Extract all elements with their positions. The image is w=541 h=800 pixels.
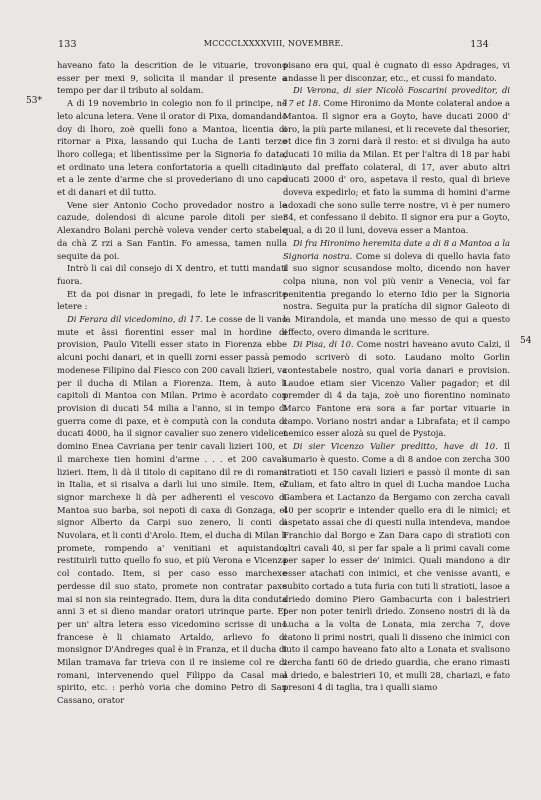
paragraph-text: Come Hironimo da Monte colateral andoe a Mantoa. Il signor era a Goyto, have ducati 2000 d' oro, la più parte milanesi, et li recevete dal thesorier, et dice fin 3 zorni darà il resto: et si divulga ha auto ducati 10 milia da Milan. Et per l'altra di 18 par habi auto dal preffato colateral, di 17, aver abuto altri ducati 2000 d' oro, aspetava il resto, qual di brieve doveva expedirlo; et fato la summa di homini d'arme adoxadi che sono sulle terre nostre, vi è per numero 34, et confessano il debito. Il signor era pur a Goyto, qual, a di 20 il luni, doveva esser a Mantoa.	[283, 98, 510, 236]
paragraph	[57, 97, 287, 199]
paragraph-text: haveano fato la descrition de le vituarie, trovono esser per mexi 9, solicita il mandar il presente a tempo per dar il tributo al soldam.	[57, 60, 287, 96]
letter-heading: Di Pisa, di 10.	[293, 339, 354, 350]
page-number-left: 133	[58, 39, 77, 50]
paragraph	[283, 84, 510, 236]
letter-heading: Di fra Hironimo heremita date a di 8 a Mantoa a la Signoria nostra.	[283, 237, 510, 261]
right-column	[283, 59, 510, 694]
paragraph-text: Intrò li cai dil consejo di X dentro, et tutti mandati fuora.	[57, 263, 287, 286]
paragraph-text: Vene sier Antonio Cocho provedador nostro a le cazude, dolendosi di alcune parole ditoli per sier Alexandro Bolani perchè voleva vender certo stabele da chà Z rzi a San Fantin. Fo amessa, tamen nulla sequite da poi.	[57, 199, 287, 261]
margin-number-left: 53*	[26, 96, 42, 106]
left-column	[57, 59, 287, 707]
paragraph-text: Et da poi disnar in pregadi, fo lete le infrascrite letere :	[57, 288, 287, 312]
margin-number-right: 54	[520, 336, 532, 346]
paragraph	[57, 262, 287, 287]
paragraph	[283, 440, 510, 694]
paragraph	[283, 59, 510, 84]
paragraph	[57, 288, 287, 313]
paragraph-text: Il sumario è questo. Come a di 8 andoe con zercha 300 stratioti et 150 cavali lizieri e passò il monte di san Zuliam, et fato altro in quel di Lucha mandoe Lucha Gambera et Lactanzo da Bergamo con zercha cavali 40 per scoprir e intender quello era di le nimici; et aspetato assai che di questi nulla intendeva, mandoe Franchio dal Borgo e Zan Dara capo di stratioti con altri cavali 40, si per far spale a li primi cavali come per saper lo esser de' inimici. Quali mandono a dir esser atachati con inimici, et che venisse avanti, e subito cortado a tuta furia con tuti li stratioti, lasoe a driedo domino Piero Gambacurta con i balestrieri per non poter tenirli driedo. Zonseno nostri di là da Lucha a la volta de Lonata, mia zercha 7, dove catono li primi nostri, quali li disseno che inimici con tuto il campo haveano fato alto a Lonata et svalisono zercha fanti 60 de driedo guardia, che erano rimasti a driedo, e balestrieri 10, et mulli 28, chariazi, e fato presoni 4 di taglia, tra i qualli siamo	[283, 441, 510, 693]
paragraph	[283, 237, 510, 339]
page-number-right: 134	[470, 39, 489, 50]
paragraph	[57, 313, 287, 707]
letter-heading: Di sier Vicenzo Valier preditto, have di 10.	[293, 441, 498, 452]
paragraph-text: A di 19 novembrio in colegio non fo il principe, nè leto alcuna letera. Vene il orator di Pixa, domandando doy di lhoro, zoè quelli fono a Mantoa, licentia di ritornar a Pixa, lassando qui Lucha de Lanti terzo lhoro collega; et libentissime per la Signoria fo data, et ordinato una letera confortatoria a quelli citadini, et a le zente d'arme che si provederiano di uno capo et di danari et dil tutto.	[57, 98, 287, 198]
paragraph-text: Come si doleva di quello havia fato il suo signor scusandose molto, dicendo non haver colpa niuna, non vol più venir a Venecia, vol far penitentia pregando lo eterno Idio per la Signoria nostra. Seguita pur la pratícha dil signor Galeoto di la Mirandola, et manda uno messo de qui a questo effecto, overo dimanda le scriture.	[283, 250, 510, 337]
letter-heading: Di Ferara dil vicedomino, di 17.	[67, 314, 203, 325]
paragraph	[57, 199, 287, 263]
page-header	[58, 39, 489, 53]
paragraph	[57, 59, 287, 97]
running-title: MCCCCLXXXXVIII, NOVEMBRE.	[203, 39, 344, 48]
paragraph-text: pisano era qui, qual è cugnato di esso Apdrages, vi andasse li per disconzar, etc., et cussi fo mandato.	[283, 60, 510, 83]
letter-heading: Di Verona, di sier Nicolò Foscarini proveditor, di 17 et 18.	[283, 85, 510, 109]
paragraph-text: Come nostri haveano avuto Calzi, il modo scriverò di soto. Laudano molto Gorlin contestabele nostro, qual voria danari e provision. Laudoe etiam sier Vicenzo Valier pagador; et dil premder di 4 da taja, zoè uno fiorentino nominato Marco Fantone era sora a far portar vituarie in campo. Voriano nostri andar a Librafata; et il campo nemico esser alozà su quel de Pystoja.	[283, 339, 510, 439]
paragraph	[283, 338, 510, 440]
paragraph-text: Le cosse de li vano mute et âssi fiorentini esser mal in hordine di provision, Paulo Vitelli esser stato in Fiorenza ebbe alcuni pochi danari, et in quelli zorni esser passà per modenese Filipino dal Fiesco con 200 cavali lizieri, va per il ducha di Milan a Fiorenza. Item, à auto li capitoli di Mantoa con Milan. Primo è acordato con provision di ducati 54 milia a l'anno, si in tempo di guerra come di paxe, et è computà con la conduta di ducati 4000, ha il signor cavalier suo zenero videlicet domino Enea Cavriana per tenir cavali lizieri 100, et il marchexe tien homini d'arme . . . et 200 cavali lizieri. Item, li dà il titolo di capitano dil re di romani in Italia, et si risalva a darli lui uno simile. Item, el signor marchexe li dà per adherenti el vescovo di Mantoa suo barba, soi nepoti di caxa di Gonzaga, el signor Alberto da Carpi suo zenero, li conti di Nuvolara, et li conti d'Arolo. Item, el ducha di Milan li promete, rompendo a' venitiani et aquistando, restituirli tutto quello fo suo, et più Verona e Vicenza col contado. Item, si per caso esso marchexe perdesse dil suo stato, promete non contratar paxe mai si non sia reintegrado. Item, dura la dita conduta anni 3 et si dieno mandar oratori utrinque parte. Et per un' altra letera esso vicedomino scrisse di uno francese è li chiamato Artaldo, arlievo fo di monsignor D'Andreges qual è in Franza, et il ducha di Milan tramava far trieva con il re insieme col re di romani, intervenendo quel Filippo da Casal mal spirito, etc. : perhò voria che domino Petro di San Cassano, orator	[57, 314, 287, 706]
